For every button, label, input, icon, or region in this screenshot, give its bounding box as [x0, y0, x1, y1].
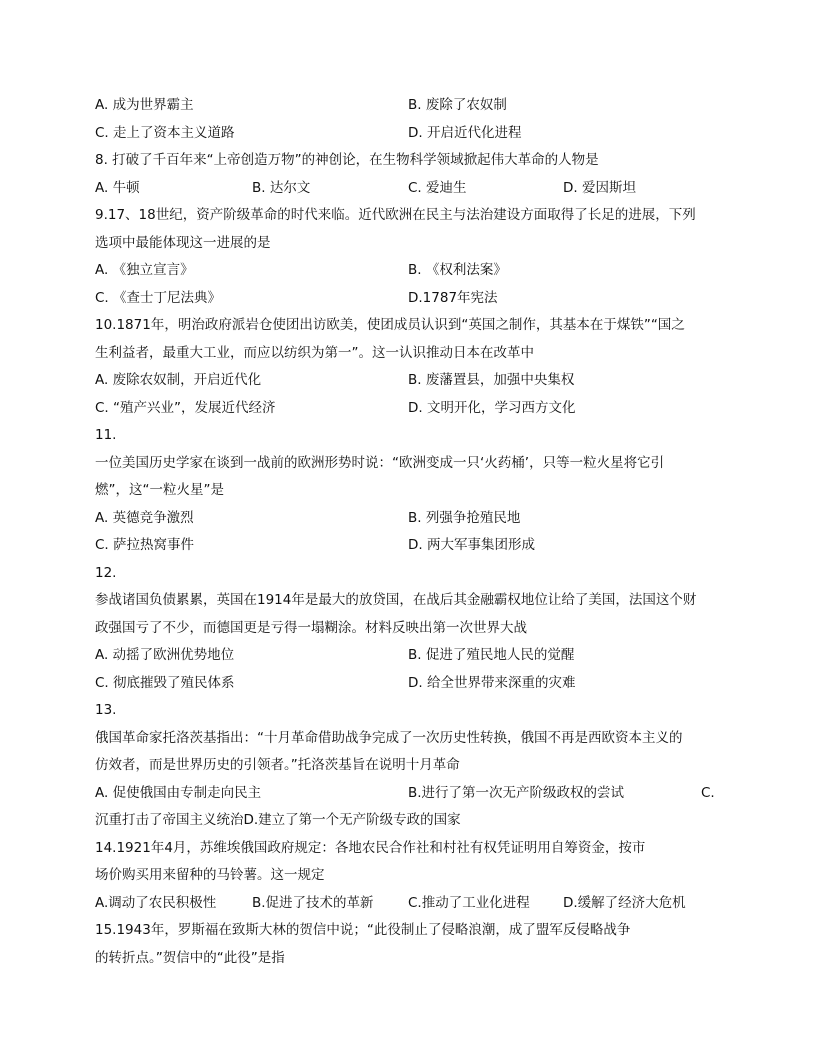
q10-stem-line-1: 10.1871年，明治政府派岩仓使团出访欧美，使团成员认识到“英国之制作，其基本在于煤铁”“国之 [95, 317, 685, 333]
q10-option-a[interactable]: A. 废除农奴制，开启近代化 [95, 372, 262, 388]
q8-option-d[interactable]: D. 爱因斯坦 [563, 179, 636, 196]
q8-option-a[interactable]: A. 牛顿 [95, 179, 140, 196]
q10-options-row-2 [95, 395, 735, 423]
q13-option-d[interactable]: D.建立了第一个无产阶级专政的国家 [243, 812, 461, 828]
q12-stem-line-2: 政强国亏了不少，而德国更是亏得一塌糊涂。材料反映出第一次世界大战 [95, 619, 527, 636]
q12-option-d[interactable]: D. 给全世界带来深重的灾难 [408, 674, 576, 691]
q13-option-a[interactable]: A. 促使俄国由专制走向民主 [95, 784, 262, 801]
q14-option-d[interactable]: D.缓解了经济大危机 [563, 894, 686, 911]
q7-option-c[interactable]: C. 走上了资本主义道路 [95, 124, 235, 141]
q10-option-d[interactable]: D. 文明开化，学习西方文化 [408, 399, 576, 416]
q13-options-row-1 [95, 780, 735, 808]
q13-stem-line-1: 俄国革命家托洛茨基指出：“十月革命借助战争完成了一次历史性转换，俄国不再是西欧资本主义的 [95, 729, 683, 746]
q13-stem-line-2: 仿效者，而是世界历史的引领者。”托洛茨基旨在说明十月革命 [95, 757, 460, 773]
q10-option-c[interactable]: C. “殖产兴业”，发展近代经济 [95, 399, 276, 416]
q13-option-b[interactable]: B.进行了第一次无产阶级政权的尝试 [408, 784, 625, 801]
q11-option-c[interactable]: C. 萨拉热窝事件 [95, 537, 195, 553]
q9-option-a[interactable]: A. 《独立宣言》 [95, 262, 194, 278]
q12-option-c[interactable]: C. 彻底摧毁了殖民体系 [95, 674, 235, 691]
q14-stem-line-2: 场价购买用来留种的马铃薯。这一规定 [95, 867, 325, 883]
q9-option-d[interactable]: D.1787年宪法 [408, 289, 498, 306]
q10-stem-line-2: 生利益者，最重大工业，而应以纺织为第一”。这一认识推动日本在改革中 [95, 344, 534, 361]
q13-option-c-text[interactable]: 沉重打击了帝国主义统治 [95, 812, 244, 828]
q10-options-row-1 [95, 367, 735, 395]
q9-option-b[interactable]: B. 《权利法案》 [408, 262, 507, 278]
q7-options-row-2 [95, 120, 735, 148]
q7-option-d[interactable]: D. 开启近代化进程 [408, 124, 522, 141]
q11-options-row-2 [95, 532, 735, 560]
q11-stem-line-1: 一位美国历史学家在谈到一战前的欧洲形势时说：“欧洲变成一只‘火药桶’，只等一粒火星将它引 [95, 454, 665, 471]
q11-option-b[interactable]: B. 列强争抢殖民地 [408, 509, 521, 526]
q7-option-a[interactable]: A. 成为世界霸主 [95, 97, 194, 113]
q12-options-row-2 [95, 670, 735, 698]
q7-option-b[interactable]: B. 废除了农奴制 [408, 97, 507, 113]
q12-options-row-1 [95, 642, 735, 670]
q14-option-b[interactable]: B.促进了技术的革新 [252, 894, 374, 911]
q14-option-c[interactable]: C.推动了工业化进程 [408, 894, 530, 911]
q7-options-row-1 [95, 92, 735, 120]
q9-options-row-1 [95, 257, 735, 285]
q8-option-b[interactable]: B. 达尔文 [252, 179, 311, 196]
q11-options-row-1 [95, 505, 735, 533]
q9-stem-line-2: 选项中最能体现这一进展的是 [95, 234, 271, 251]
q13-options-row-2 [95, 807, 735, 835]
q11-number: 11. [95, 427, 117, 443]
q9-stem-line-1: 9.17、18世纪，资产阶级革命的时代来临。近代欧洲在民主与法治建设方面取得了长足的进展，下列 [95, 207, 696, 223]
q9-option-c[interactable]: C. 《查士丁尼法典》 [95, 289, 222, 306]
q12-option-b[interactable]: B. 促进了殖民地人民的觉醒 [408, 647, 575, 663]
q10-option-b[interactable]: B. 废藩置县，加强中央集权 [408, 372, 575, 388]
q13-number: 13. [95, 702, 117, 718]
q12-option-a[interactable]: A. 动摇了欧洲优势地位 [95, 647, 235, 663]
exam-page [95, 92, 735, 972]
q12-stem-line-1: 参战诸国负债累累，英国在1914年是最大的放贷国，在战后其金融霸权地位让给了美国，法国这个财 [95, 592, 697, 608]
q9-options-row-2 [95, 285, 735, 313]
q14-stem-line-1: 14.1921年4月，苏维埃俄国政府规定：各地农民合作社和村社有权凭证明用自筹资金，按市 [95, 839, 646, 856]
q15-stem-line-1: 15.1943年，罗斯福在致斯大林的贺信中说；“此役制止了侵略浪潮，成了盟军反侵略战争 [95, 922, 631, 938]
q11-option-a[interactable]: A. 英德竞争激烈 [95, 509, 194, 526]
q8-options-row [95, 175, 735, 203]
q15-stem-line-2: 的转折点。”贺信中的“此役”是指 [95, 949, 285, 966]
q8-stem: 8. 打破了千百年来“上帝创造万物”的神创论，在生物科学领域掀起伟大革命的人物是 [95, 152, 599, 168]
q8-option-c[interactable]: C. 爱迪生 [408, 179, 467, 196]
q14-option-a[interactable]: A.调动了农民积极性 [95, 894, 217, 911]
q12-number: 12. [95, 564, 117, 581]
q11-stem-line-2: 燃”，这“一粒火星”是 [95, 482, 224, 498]
q11-option-d[interactable]: D. 两大军事集团形成 [408, 537, 535, 553]
q14-options-row [95, 890, 735, 918]
q13-option-c-label[interactable]: C. [701, 784, 715, 801]
